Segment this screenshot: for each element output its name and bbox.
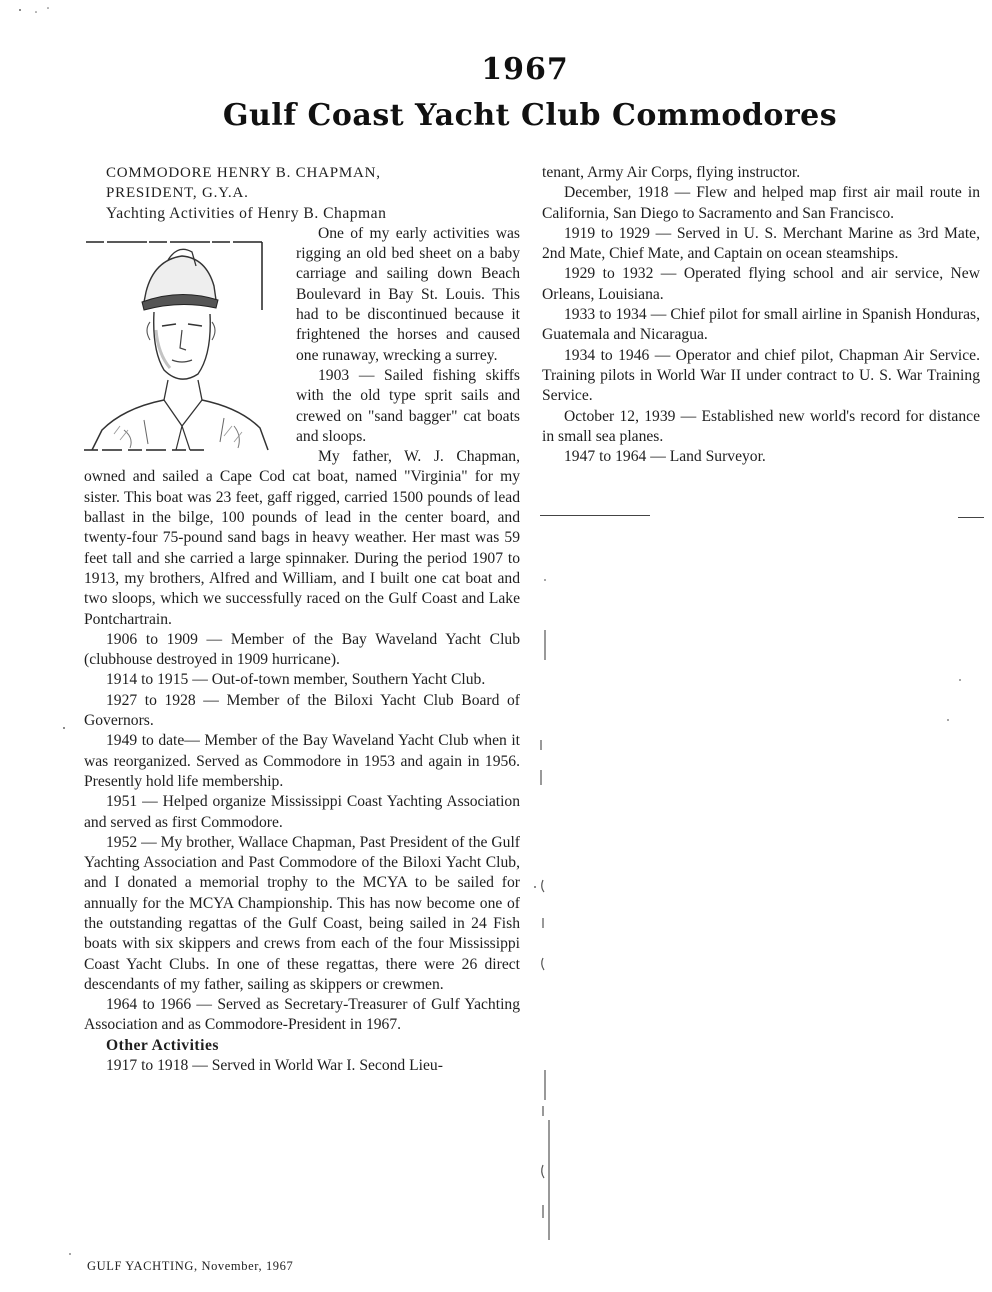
paragraph-1927: 1927 to 1928 — Member of the Biloxi Yacht Club Board of Governors. xyxy=(84,691,520,730)
paragraph-1933: 1933 to 1934 — Chief pilot for small airline in Spanish Honduras, Guatemala and Nicaragua. xyxy=(542,306,980,344)
paragraph-1914: 1914 to 1915 — Out-of-town member, Southern Yacht Club. xyxy=(106,671,486,689)
paragraph-1929: 1929 to 1932 — Operated flying school and air service, New Orleans, Louisiana. xyxy=(542,265,980,303)
subheading: Yachting Activities of Henry B. Chapman xyxy=(106,204,387,222)
page-footer: GULF YACHTING, November, 1967 xyxy=(87,1259,294,1273)
paragraph-1947: 1947 to 1964 — Land Surveyor. xyxy=(564,448,766,466)
paragraph-1949: 1949 to date— Member of the Bay Waveland Yacht Club when it was reorganized. Served as Commodore in 1953 and again in 1956. Presently hold life membership. xyxy=(84,732,520,790)
paragraph-1903: 1903 — Sailed fishing skiffs with the old type sprit sails and crewed on "sand bagger" cat boats and sloops. xyxy=(296,366,520,445)
paragraph-father: My father, W. J. Chapman, owned and sailed a Cape Cod cat boat, named "Virginia" for my sister. This boat was 23 feet, gaff rigged, carried 1500 pounds of lead ballast in the bilge, 100 pounds of lead in the center board, and twenty-four 75-pound sand bags in heavy weather. Her mast was 59 feet tall and she carried a large spinnaker. During the period 1907 to 1913, my brothers, Alfred and William, and I built one cat boat and two sloops, which we successfully raced on the Gulf Coast and Lake Pontchartrain. xyxy=(84,448,520,628)
other-activities-heading: Other Activities xyxy=(106,1036,219,1054)
heading-title: PRESIDENT, G.Y.A. xyxy=(106,185,249,202)
paragraph-1918: December, 1918 — Flew and helped map first air mail route in California, San Diego to Sacramento and San Francisco. xyxy=(542,184,980,222)
paragraph-1934: 1934 to 1946 — Operator and chief pilot, Chapman Air Service. Training pilots in World War II under contract to U. S. War Training Service. xyxy=(542,346,980,405)
paragraph-1906: 1906 to 1909 — Member of the Bay Waveland Yacht Club (clubhouse destroyed in 1909 hurricane). xyxy=(84,630,520,669)
heading-name: COMMODORE HENRY B. CHAPMAN, xyxy=(106,165,381,181)
paragraph-1952: 1952 — My brother, Wallace Chapman, Past President of the Gulf Yachting Association and Past Commodore of the Biloxi Yacht Club, and I donated a memorial trophy to the MCYA to be sailed for annually for the MCYA Championship. This has now become one of the outstanding regattas of the Gulf Coast, being sailed in 24 Fish boats with six skippers and crews from each of the four Mississippi Coast Yacht Clubs. In one of these regattas, there were 26 direct descendants of my father, sailing as skippers or crewmen. xyxy=(84,833,520,993)
paragraph-continued: tenant, Army Air Corps, flying instructor. xyxy=(542,164,801,181)
paragraph-1939: October 12, 1939 — Established new world's record for distance in small sea planes. xyxy=(542,407,980,445)
paragraph-early-activities: One of my early activities was rigging an old bed sheet on a baby carriage and sailing down Beach Boulevard in Bay St. Louis. This had to be discontinued because it frightened the horses and caused one runaway, wrecking a surrey. xyxy=(296,224,520,364)
paragraph-1964: 1964 to 1966 — Served as Secretary-Treasurer of Gulf Yachting Association and as Commodore-President in 1967. xyxy=(84,996,520,1034)
paragraph-1919: 1919 to 1929 — Served in U. S. Merchant Marine as 3rd Mate, 2nd Mate, Chief Mate, and Captain on ocean steamships. xyxy=(542,224,980,263)
paragraph-1951: 1951 — Helped organize Mississippi Coast Yachting Association and served as first Commodore. xyxy=(84,793,520,831)
paragraph-1917: 1917 to 1918 — Served in World War I. Second Lieu- xyxy=(106,1057,443,1075)
page-title: Gulf Coast Yacht Club Commodores xyxy=(222,98,838,133)
page-year: 1967 xyxy=(481,52,569,87)
